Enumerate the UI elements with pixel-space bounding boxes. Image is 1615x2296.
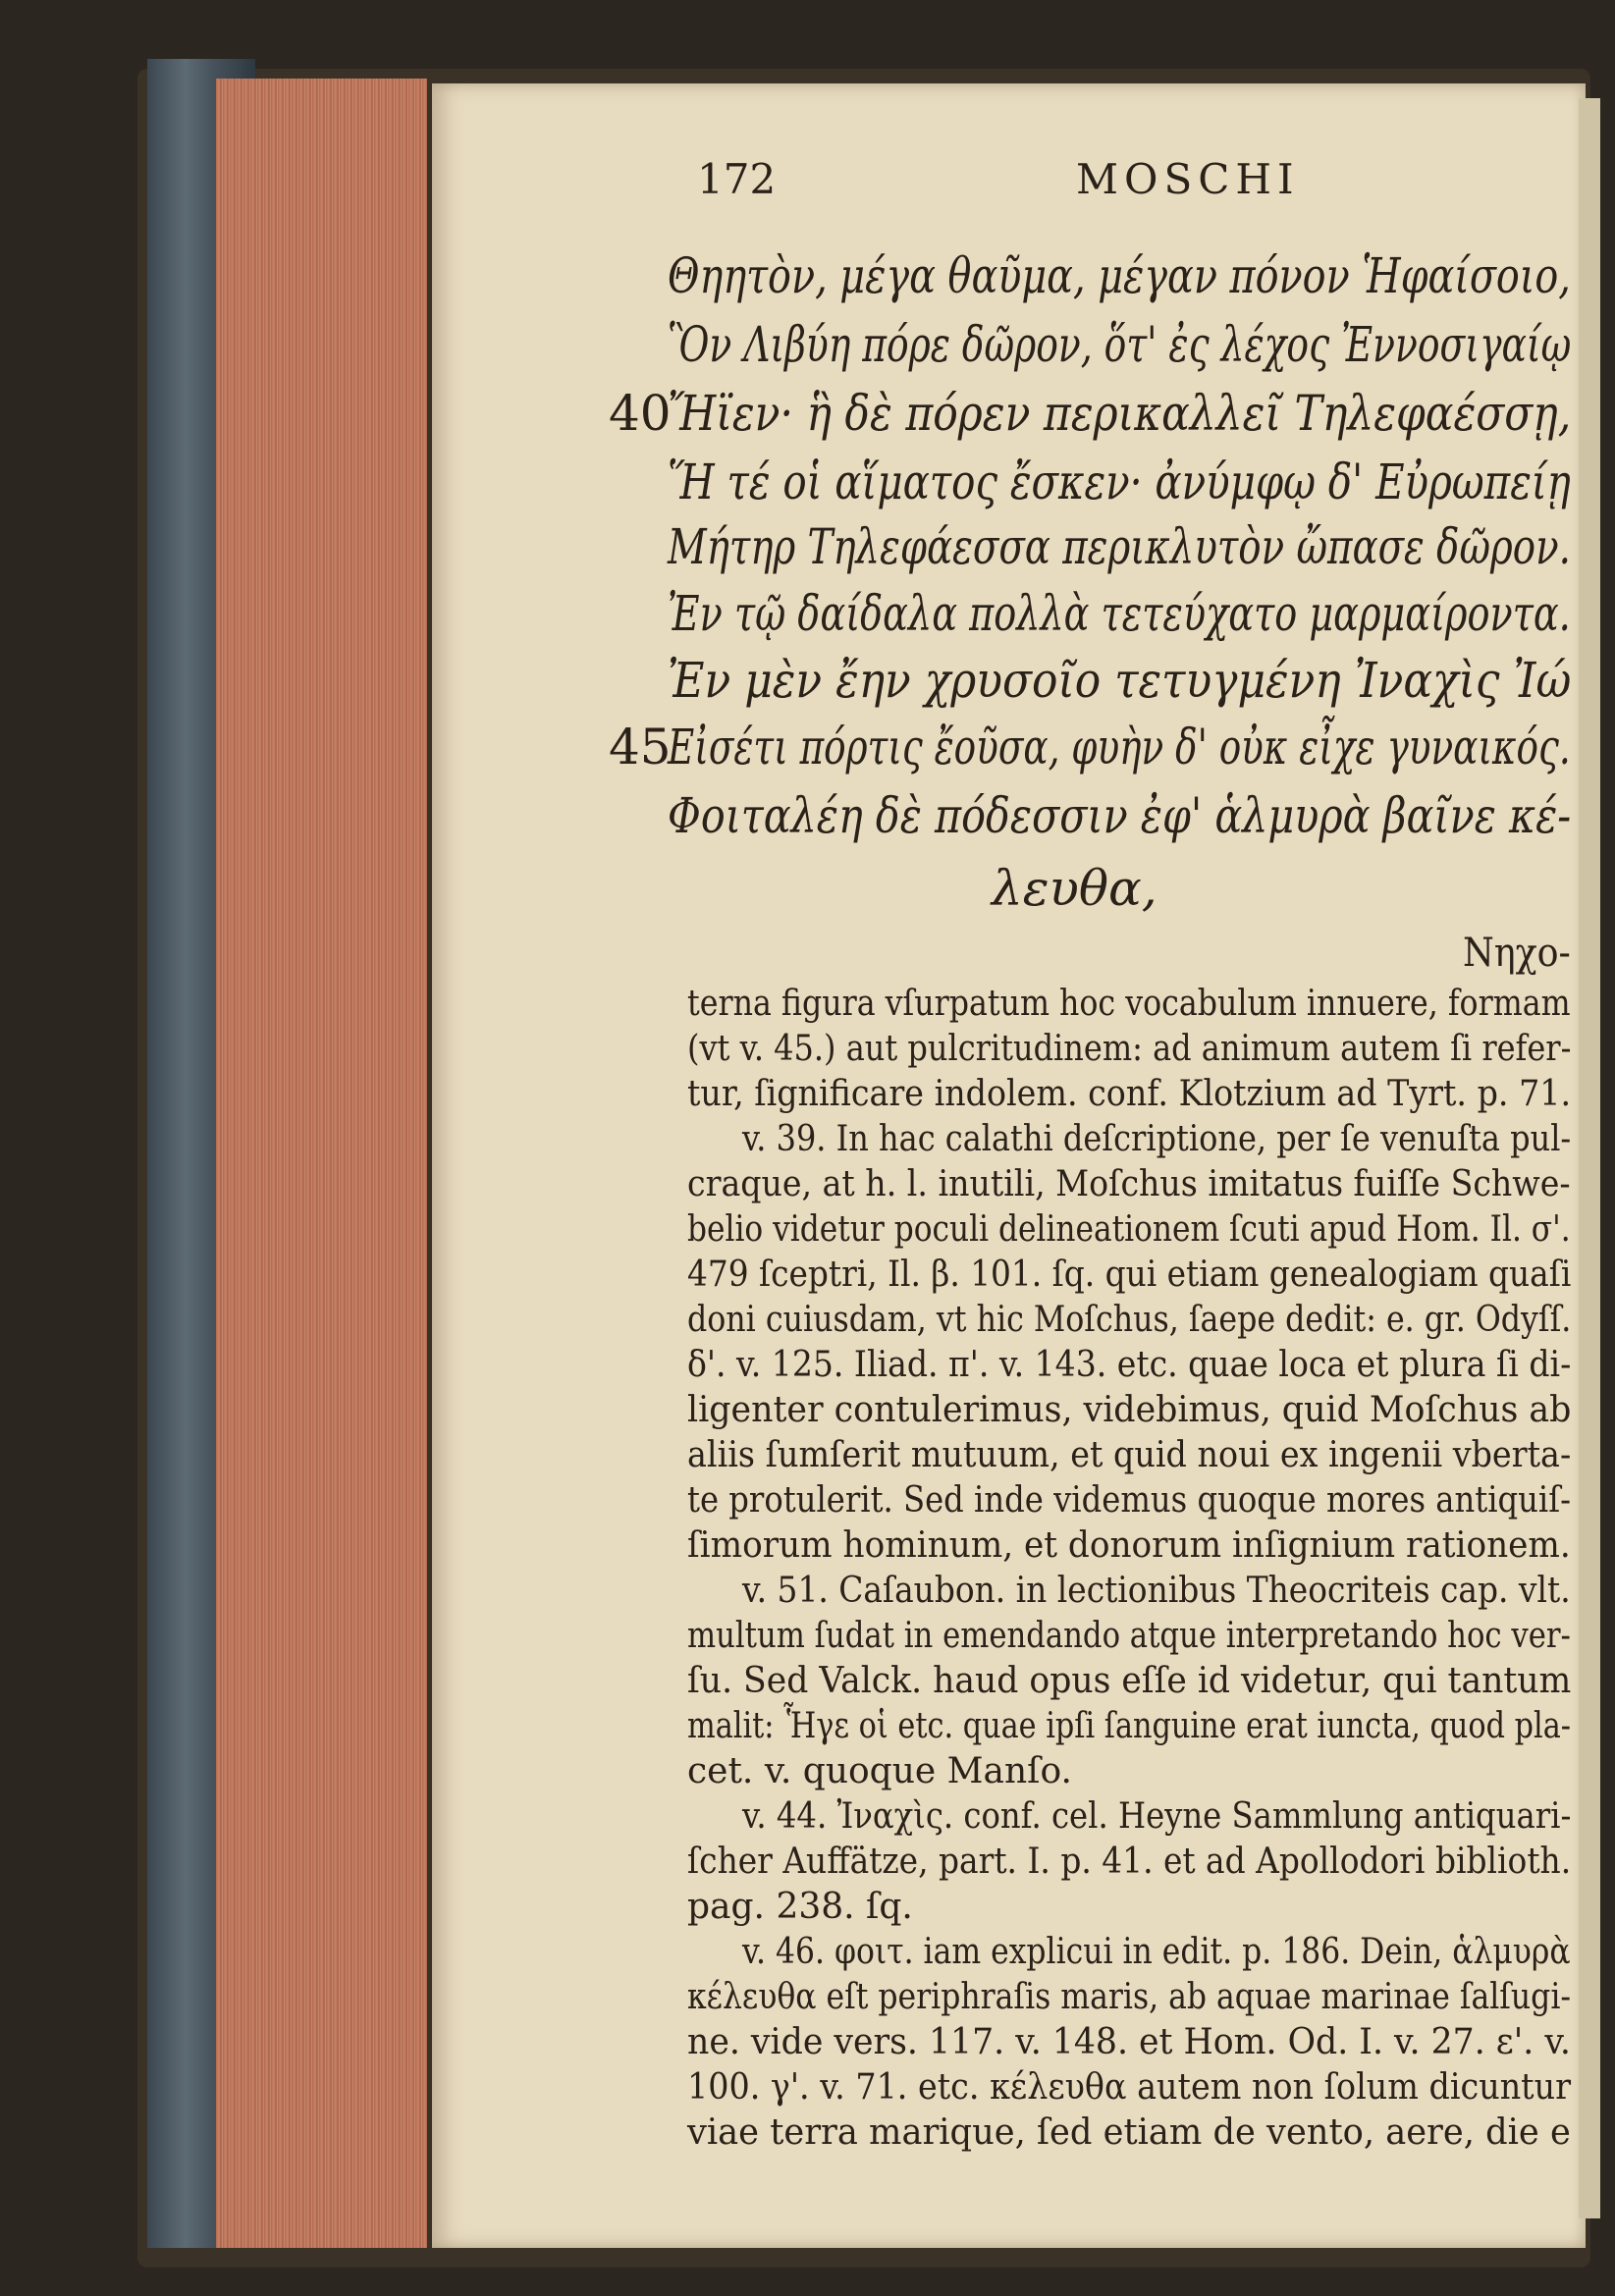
- page-edges: [216, 79, 427, 2248]
- commentary-line: 100. γ'. v. 71. etc. κέλευθα autem non ſolum dicuntur: [687, 2067, 1572, 2108]
- verse-line: Ἐν μὲν ἔην χρυσοῖο τετυγμένη Ἰναχὶς Ἰώ: [668, 652, 1572, 709]
- page-curl-edge: [1579, 98, 1600, 2218]
- commentary-line: ſcher Auffätze, part. I. p. 41. et ad Apollodori biblioth.: [687, 1842, 1572, 1882]
- verse-number: 40: [609, 385, 672, 442]
- commentary-line: viae terra marique, ſed etiam de vento, aere, die e: [687, 2112, 1571, 2153]
- commentary-line: κέλευθα eſt periphraſis maris, ab aquae marinae ſalſugi-: [687, 1977, 1572, 2017]
- catchword: Νηχο-: [1463, 931, 1571, 976]
- commentary-line: tur, ſignificare indolem. conf. Klotzium ad Tyrt. p. 71.: [687, 1074, 1572, 1114]
- commentary-line: 479 ſceptri, Il. β. 101. ſq. qui etiam genealogiam quaſi: [687, 1255, 1572, 1295]
- commentary-line: aliis ſumſerit mutuum, et quid noui ex ingenii vberta-: [687, 1435, 1572, 1475]
- commentary-line: (vt v. 45.) aut pulcritudinem: ad animum autem ſi refer-: [687, 1029, 1572, 1069]
- commentary-line: v. 44. Ἰναχὶς. conf. cel. Heyne Sammlung antiquari-: [742, 1796, 1572, 1837]
- commentary-line: v. 46. φοιτ. iam explicui in edit. p. 186. Dein, ἁλμυρὰ: [742, 1932, 1571, 1972]
- commentary-line: ſimorum hominum, et donorum inſignium rationem.: [687, 1525, 1571, 1566]
- verse-line: Ἐν τῷ δαίδαλα πολλὰ τετεύχατο μαρμαίροντα.: [668, 585, 1571, 642]
- commentary-line: belio videtur poculi delineationem ſcuti apud Hom. Il. σ'.: [687, 1209, 1571, 1250]
- verse-line: Θηητὸν, μέγα θαῦμα, μέγαν πόνον Ἡφαίσοιο,: [668, 247, 1571, 304]
- verse-line: Ἤϊεν· ἣ δὲ πόρεν περικαλλεῖ Τηλεφαέσσῃ,: [668, 385, 1572, 442]
- commentary-line: δ'. v. 125. Iliad. π'. v. 143. etc. quae loca et plura ſi di-: [687, 1345, 1572, 1385]
- verse-line: Εἰσέτι πόρτις ἔοῦσα, φυὴν δ' οὐκ εἶχε γυναικός.: [668, 719, 1571, 775]
- commentary-line: multum ſudat in emendando atque interpretando hoc ver-: [687, 1616, 1571, 1656]
- commentary-line: pag. 238. ſq.: [687, 1887, 913, 1927]
- commentary-line: ligenter contulerimus, videbimus, quid Moſchus ab: [687, 1390, 1572, 1430]
- commentary-line: cet. v. quoque Manſo.: [687, 1751, 1072, 1791]
- verse-line: Ἥ τέ οἱ αἵματος ἔσκεν· ἀνύμφῳ δ' Εὐρωπείῃ: [668, 454, 1571, 510]
- commentary-line: craque, at h. l. inutili, Moſchus imitatus fuiſſe Schwe-: [687, 1164, 1571, 1204]
- commentary-line: te protulerit. Sed inde videmus quoque mores antiquiſ-: [687, 1480, 1572, 1521]
- commentary-line: v. 51. Caſaubon. in lectionibus Theocriteis cap. vlt.: [742, 1571, 1571, 1611]
- verse-line: Ὃν Λιβύη πόρε δῶρον, ὅτ' ἐς λέχος Ἐννοσιγαίῳ: [668, 316, 1572, 373]
- running-head: MOSCHI: [1076, 155, 1300, 203]
- commentary-line: malit: Ἧγε οἱ etc. quae ipſi ſanguine erat iuncta, quod pla-: [687, 1706, 1571, 1746]
- commentary-line: ſu. Sed Valck. haud opus eſſe id videtur, qui tantum: [687, 1661, 1572, 1701]
- verse-line: Μήτηρ Τηλεφάεσσα περικλυτὸν ὤπασε δῶρον.: [668, 518, 1571, 575]
- page-number: 172: [697, 155, 777, 203]
- commentary-line: ne. vide vers. 117. v. 148. et Hom. Od. I. v. 27. ε'. v.: [687, 2022, 1571, 2062]
- verse-line: λευθα,: [992, 860, 1157, 917]
- commentary-line: doni cuiusdam, vt hic Moſchus, ſaepe dedit: e. gr. Odyſſ.: [687, 1300, 1572, 1340]
- commentary-line: v. 39. In hac calathi deſcriptione, per ſe venuſta pul-: [742, 1119, 1572, 1159]
- commentary-line: terna figura vſurpatum hoc vocabulum innuere, formam: [687, 984, 1571, 1024]
- verse-number: 45: [609, 719, 672, 775]
- verse-line: Φοιταλέη δὲ πόδεσσιν ἐφ' ἁλμυρὰ βαῖνε κέ-: [668, 787, 1572, 844]
